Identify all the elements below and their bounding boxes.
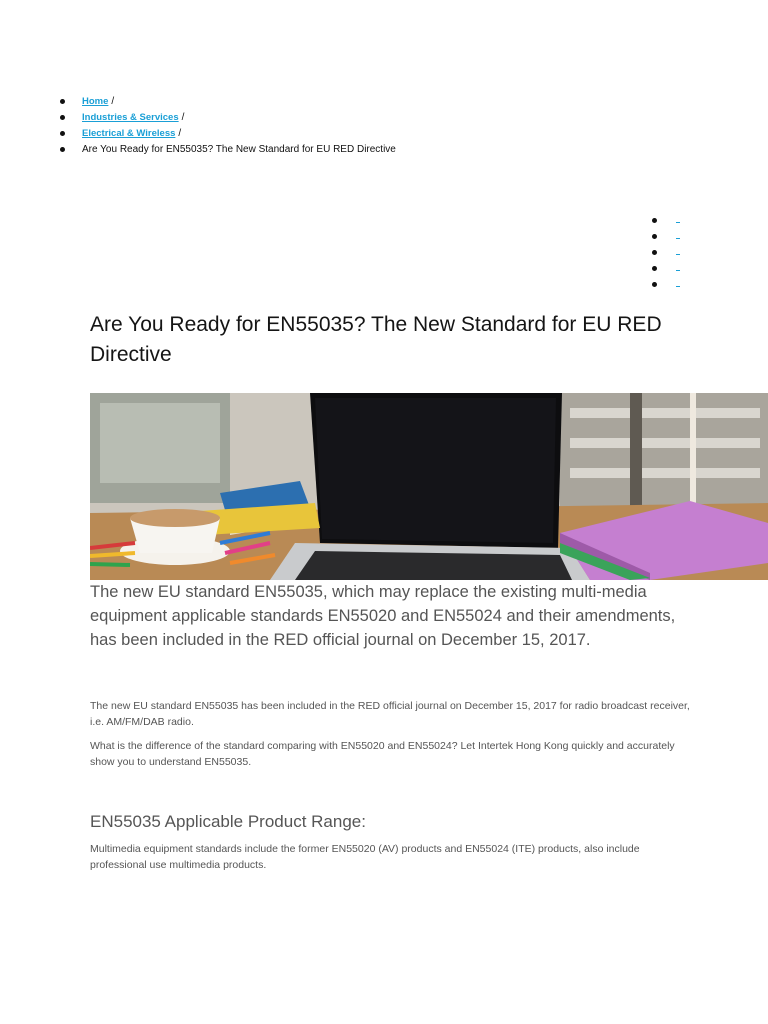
body-paragraph: Multimedia equipment standards include the former EN55020 (AV) products and EN55024 (ITE) products, also include professional use multimedia products. bbox=[90, 843, 640, 871]
share-link[interactable] bbox=[676, 254, 680, 255]
share-item bbox=[652, 261, 692, 277]
breadcrumb bbox=[60, 94, 396, 158]
bullet-icon bbox=[652, 250, 657, 255]
body-paragraph: The new EU standard EN55035 has been included in the RED official journal on December 15, 2017 for radio broadcast receiver, i.e. AM/FM/DAB radio. bbox=[90, 700, 690, 728]
breadcrumb-link-electrical[interactable]: Electrical & Wireless bbox=[82, 128, 176, 139]
share-link[interactable] bbox=[676, 286, 680, 287]
breadcrumb-item-home bbox=[60, 94, 396, 110]
share-link[interactable] bbox=[676, 222, 680, 223]
body-paragraph: What is the difference of the standard comparing with EN55020 and EN55024? Let Intertek Hong Kong quickly and accurately show you to understand EN55035. bbox=[90, 740, 675, 768]
hero-image bbox=[90, 393, 768, 580]
breadcrumb-separator: / bbox=[111, 96, 115, 107]
bullet-icon bbox=[652, 234, 657, 239]
breadcrumb-item-current bbox=[60, 142, 396, 158]
bullet-icon bbox=[60, 115, 65, 120]
share-link[interactable] bbox=[676, 238, 680, 239]
breadcrumb-item-industries bbox=[60, 110, 396, 126]
share-item bbox=[652, 245, 692, 261]
bullet-icon bbox=[652, 282, 657, 287]
laptop-desk-illustration bbox=[90, 393, 768, 580]
breadcrumb-separator: / bbox=[178, 128, 182, 139]
lead-paragraph: The new EU standard EN55035, which may replace the existing multi-media equipment applicable standards EN55020 and EN55024 and their amendments, has been included in the RED official journal on December 15, 2017. bbox=[90, 583, 676, 649]
page-title: Are You Ready for EN55035? The New Standard for EU RED Directive bbox=[90, 313, 662, 366]
bullet-icon bbox=[652, 266, 657, 271]
breadcrumb-item-electrical bbox=[60, 126, 396, 142]
breadcrumb-link-industries[interactable]: Industries & Services bbox=[82, 112, 179, 123]
breadcrumb-separator: / bbox=[181, 112, 185, 123]
section-heading: EN55035 Applicable Product Range: bbox=[90, 812, 366, 831]
breadcrumb-link-home[interactable]: Home bbox=[82, 96, 109, 107]
breadcrumb-current: Are You Ready for EN55035? The New Standard for EU RED Directive bbox=[82, 144, 396, 155]
bullet-icon bbox=[60, 99, 65, 104]
bullet-icon bbox=[60, 131, 65, 136]
bullet-icon bbox=[60, 147, 65, 152]
share-links bbox=[652, 213, 692, 293]
share-item bbox=[652, 229, 692, 245]
bullet-icon bbox=[652, 218, 657, 223]
share-item bbox=[652, 213, 692, 229]
share-item bbox=[652, 277, 692, 293]
share-link[interactable] bbox=[676, 270, 680, 271]
